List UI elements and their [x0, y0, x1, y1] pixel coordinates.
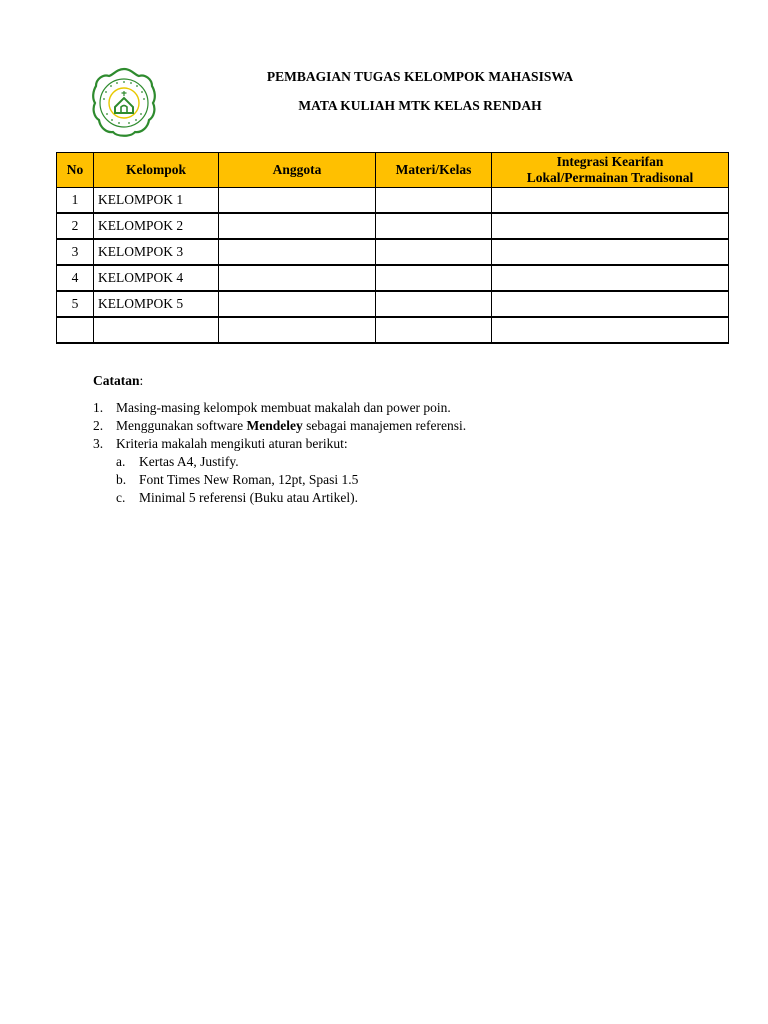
cell-integrasi	[492, 317, 729, 343]
cell-anggota	[219, 317, 376, 343]
table-row	[57, 291, 729, 317]
cell-no: 3	[57, 239, 94, 265]
sub-list-item	[116, 453, 653, 471]
column-header-materi: Materi/Kelas	[376, 153, 492, 188]
cell-kelompok: KELOMPOK 3	[94, 239, 219, 265]
notes-list	[93, 399, 653, 507]
cell-materi	[376, 291, 492, 317]
cell-kelompok	[94, 317, 219, 343]
cell-no	[57, 317, 94, 343]
cell-anggota	[219, 188, 376, 214]
software-name: Mendeley	[246, 418, 303, 433]
cell-integrasi	[492, 213, 729, 239]
cell-kelompok: KELOMPOK 4	[94, 265, 219, 291]
cell-integrasi	[492, 265, 729, 291]
cell-no: 5	[57, 291, 94, 317]
sub-list-letter: c.	[116, 490, 126, 505]
cell-materi	[376, 265, 492, 291]
cell-kelompok: KELOMPOK 5	[94, 291, 219, 317]
sub-list-item-text: Font Times New Roman, 12pt, Spasi 1.5	[139, 472, 359, 487]
document-title: PEMBAGIAN TUGAS KELOMPOK MAHASISWA	[266, 69, 574, 84]
list-item-text: Masing-masing kelompok membuat makalah dan power poin.	[116, 400, 451, 415]
table-row	[57, 188, 729, 214]
cell-integrasi	[492, 291, 729, 317]
cell-no: 2	[57, 213, 94, 239]
cell-kelompok: KELOMPOK 2	[94, 213, 219, 239]
cell-materi	[376, 317, 492, 343]
sub-list-item-text: Kertas A4, Justify.	[139, 454, 239, 469]
column-header-no: No	[57, 153, 94, 188]
list-item-text-after: sebagai manajemen referensi.	[302, 418, 467, 433]
document-subtitle: MATA KULIAH MTK KELAS RENDAH	[298, 98, 542, 113]
column-header-integrasi: Integrasi Kearifan Lokal/Permainan Tradisonal	[492, 153, 729, 188]
cell-anggota	[219, 291, 376, 317]
cell-integrasi	[492, 239, 729, 265]
cell-integrasi	[492, 188, 729, 214]
sub-list-letter: b.	[116, 472, 127, 487]
sub-list-item	[116, 489, 653, 507]
cell-no: 4	[57, 265, 94, 291]
university-logo	[91, 67, 157, 139]
cell-no: 1	[57, 188, 94, 214]
cell-anggota	[219, 213, 376, 239]
cell-materi	[376, 188, 492, 214]
list-number: 3.	[93, 436, 104, 451]
list-number: 1.	[93, 400, 104, 415]
list-item	[93, 435, 653, 507]
table-row	[57, 317, 729, 343]
group-task-table	[56, 152, 729, 344]
notes-heading	[93, 372, 653, 390]
cell-materi	[376, 213, 492, 239]
notes-title: Catatan	[93, 373, 140, 388]
list-number: 2.	[93, 418, 104, 433]
criteria-sublist	[116, 453, 653, 507]
cell-materi	[376, 239, 492, 265]
column-header-kelompok: Kelompok	[94, 153, 219, 188]
table-row	[57, 213, 729, 239]
list-item	[93, 417, 653, 435]
sub-list-item-text: Minimal 5 referensi (Buku atau Artikel).	[139, 490, 358, 505]
sub-list-item	[116, 471, 653, 489]
table-row	[57, 265, 729, 291]
cell-anggota	[219, 239, 376, 265]
cell-anggota	[219, 265, 376, 291]
column-header-anggota: Anggota	[219, 153, 376, 188]
table-row	[57, 239, 729, 265]
list-item	[93, 399, 653, 417]
table-header-row	[57, 153, 729, 188]
sub-list-letter: a.	[116, 454, 126, 469]
notes-section	[93, 372, 653, 507]
list-item-text: Kriteria makalah mengikuti aturan berikut:	[116, 436, 348, 451]
cell-kelompok: KELOMPOK 1	[94, 188, 219, 214]
notes-title-colon: :	[139, 373, 144, 388]
list-item-text-before: Menggunakan software	[116, 418, 247, 433]
